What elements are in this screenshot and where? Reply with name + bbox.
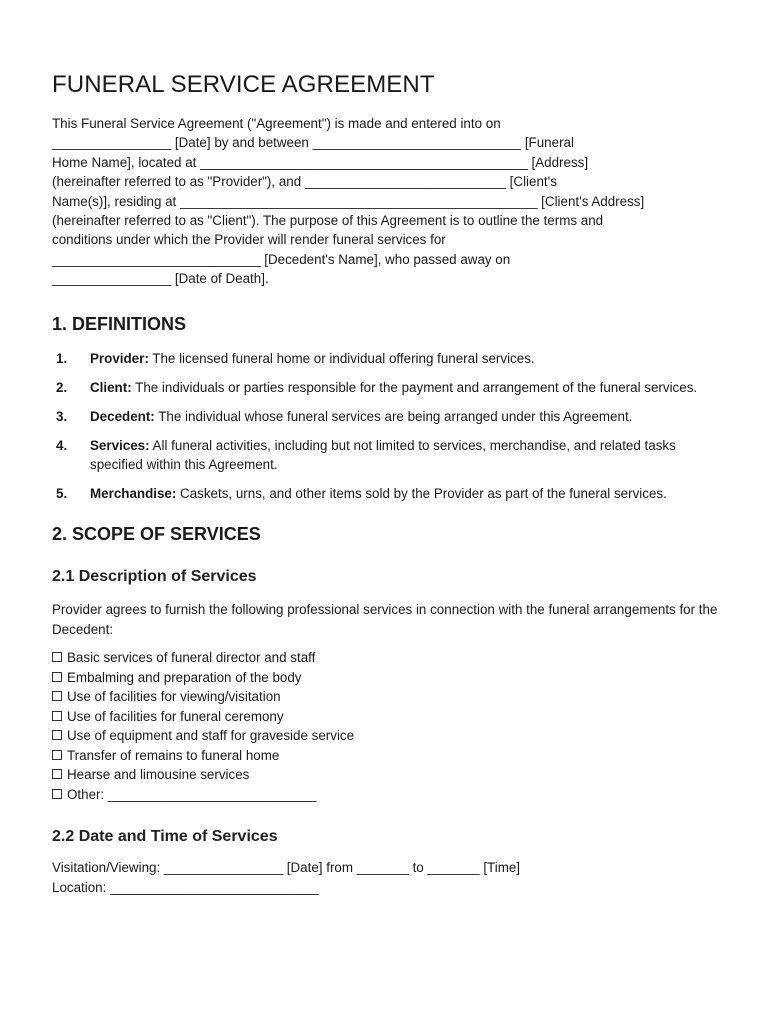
definition-number: 3. <box>56 408 68 424</box>
definition-term: Merchandise: <box>90 486 177 502</box>
checklist-label: Other: ____________________________ <box>67 786 317 802</box>
checkbox[interactable] <box>52 750 62 760</box>
definition-term: Decedent: <box>90 408 155 424</box>
definition-text <box>90 378 722 397</box>
section-definitions-heading: 1. DEFINITIONS <box>52 313 187 334</box>
definition-number: 5. <box>56 486 68 502</box>
checklist-item <box>52 746 722 766</box>
definition-item <box>52 484 722 503</box>
definition-item <box>52 436 722 475</box>
definition-number: 1. <box>56 350 68 366</box>
definition-term: Client: <box>90 379 132 395</box>
definition-text <box>90 349 722 368</box>
checkbox[interactable] <box>52 789 62 799</box>
checklist-label: Hearse and limousine services <box>67 767 250 783</box>
checklist-item <box>52 785 722 805</box>
definition-body: The individual whose funeral services are being arranged under this Agreement. <box>154 408 633 424</box>
checklist-item <box>52 726 722 746</box>
visitation-line: Visitation/Viewing: ________________ [Date] from _______ to _______ [Time] <box>52 860 521 876</box>
definition-item <box>52 349 722 368</box>
definition-number: 2. <box>56 379 68 395</box>
definition-body: Caskets, urns, and other items sold by the Provider as part of the funeral services. <box>176 486 667 502</box>
location-line: Location: ____________________________ <box>52 879 319 895</box>
checkbox[interactable] <box>52 691 62 701</box>
checkbox[interactable] <box>52 672 62 682</box>
intro-paragraph: This Funeral Service Agreement ("Agreement") is made and entered into on ________________ [Date] by and between ____________________________ [Funeral Home Name], located at ____________________________________________ [Address] (hereinafter referred to as "Provider"), and ___________________________ [Client's Name(s)], residing at ________________________________________________ [Client's Address] (hereinafter referred to as "Client"). The purpose of this Agreement is to outline the terms and conditions under which the Provider will render funeral services for ____________________________ [Decedent's Name], who passed away on ________________ [Date of Death]. <box>52 116 645 287</box>
document-page <box>52 70 722 897</box>
checklist-item <box>52 707 722 727</box>
definition-body: All funeral activities, including but not limited to services, merchandise, and related tasks specified within this Agreement. <box>90 437 676 473</box>
checkbox[interactable] <box>52 711 62 721</box>
checklist-label: Use of equipment and staff for graveside service <box>67 728 355 744</box>
subsection-datetime-heading: 2.2 Date and Time of Services <box>52 828 278 846</box>
description-paragraph: Provider agrees to furnish the following professional services in connection with the funeral arrangements for the Decedent: <box>52 602 718 637</box>
checkbox[interactable] <box>52 769 62 779</box>
definition-body: The individuals or parties responsible for the payment and arrangement of the funeral services. <box>131 379 698 395</box>
checklist-label: Embalming and preparation of the body <box>67 669 302 685</box>
checkbox[interactable] <box>52 652 62 662</box>
definition-item <box>52 407 722 426</box>
checklist-label: Use of facilities for funeral ceremony <box>67 708 284 724</box>
definition-body: The licensed funeral home or individual offering funeral services. <box>148 350 535 366</box>
definition-text <box>90 436 722 475</box>
checklist-label: Transfer of remains to funeral home <box>67 747 280 763</box>
definition-term: Services: <box>90 437 150 453</box>
definition-text <box>90 484 722 503</box>
checkbox[interactable] <box>52 730 62 740</box>
checklist-item <box>52 765 722 785</box>
definitions-list <box>52 349 722 504</box>
checklist-item <box>52 668 722 688</box>
checklist-label: Use of facilities for viewing/visitation <box>67 689 281 705</box>
definition-item <box>52 378 722 397</box>
document-title: FUNERAL SERVICE AGREEMENT <box>52 71 435 98</box>
definition-text <box>90 407 722 426</box>
checklist-item <box>52 687 722 707</box>
checklist-item <box>52 648 722 668</box>
definition-number: 4. <box>56 437 68 453</box>
checklist-label: Basic services of funeral director and staff <box>67 650 316 666</box>
section-scope-heading: 2. SCOPE OF SERVICES <box>52 524 261 545</box>
services-checklist <box>52 648 722 804</box>
subsection-description-heading: 2.1 Description of Services <box>52 568 257 586</box>
definition-term: Provider: <box>90 350 149 366</box>
